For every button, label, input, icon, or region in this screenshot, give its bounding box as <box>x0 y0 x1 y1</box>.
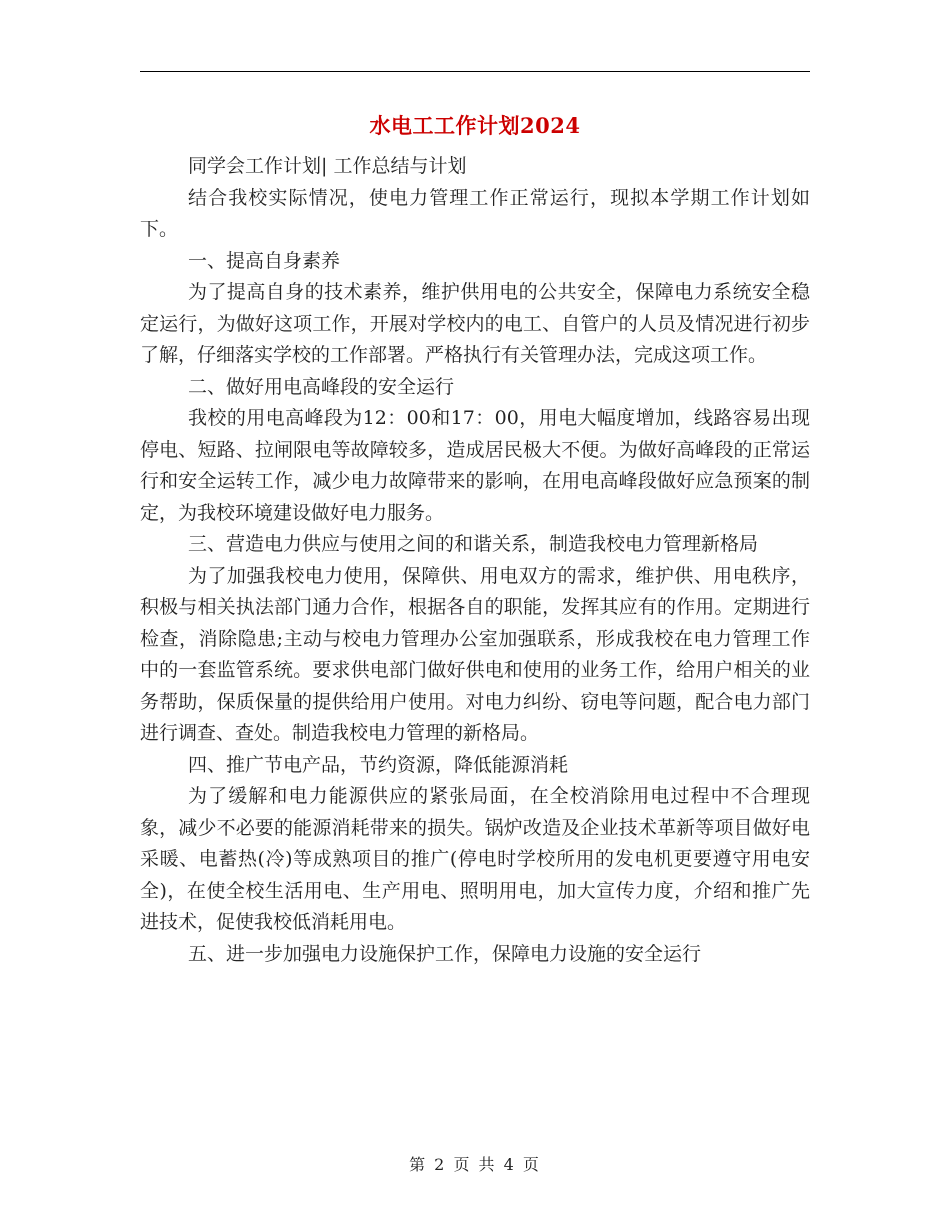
section-heading-4: 四、推广节电产品，节约资源，降低能源消耗 <box>188 753 569 776</box>
section-heading-1: 一、提高自身素养 <box>188 249 341 272</box>
paragraph-section-1: 为了提高自身的技术素养，维护供用电的公共安全，保障电力系统安全稳定运行，为做好这项工作，开展对学校内的电工、自管户的人员及情况进行初步了解，仔细落实学校的工作部署。严格执行有关管理办法，完成这项工作。 <box>140 281 810 366</box>
header-rule <box>140 71 810 72</box>
section-heading-5: 五、进一步加强电力设施保护工作，保障电力设施的安全运行 <box>188 942 702 965</box>
paragraph-section-3: 为了加强我校电力使用，保障供、用电双方的需求，维护供、用电秩序，积极与相关执法部门通力合作，根据各自的职能，发挥其应有的作用。定期进行检查，消除隐患;主动与校电力管理办公室加强联系，形成我校在电力管理工作中的一套监管系统。要求供电部门做好供电和使用的业务工作，给用户相关的业务帮助，保质保量的提供给用户使用。对电力纠纷、窃电等问题，配合电力部门进行调查、查处。制造我校电力管理的新格局。 <box>140 564 810 744</box>
document-body <box>140 151 810 970</box>
section-heading-2: 二、做好用电高峰段的安全运行 <box>188 375 455 398</box>
paragraph-intro: 结合我校实际情况，使电力管理工作正常运行，现拟本学期工作计划如下。 <box>140 186 810 240</box>
section-heading-3: 三、营造电力供应与使用之间的和谐关系，制造我校电力管理新格局 <box>188 533 759 555</box>
paragraph-section-4: 为了缓解和电力能源供应的紧张局面，在全校消除用电过程中不合理现象，减少不必要的能源消耗带来的损失。锅炉改造及企业技术革新等项目做好电采暖、电蓄热(冷)等成熟项目的推广(停电时学校所用的发电机更要遵守用电安全)，在使全校生活用电、生产用电、照明用电，加大宣传力度，介绍和推广先进技术，促使我校低消耗用电。 <box>140 785 810 933</box>
page-footer: 第 2 页 共 4 页 <box>409 1155 541 1174</box>
paragraph-section-2: 我校的用电高峰段为12：00和17：00，用电大幅度增加，线路容易出现停电、短路、拉闸限电等故障较多，造成居民极大不便。为做好高峰段的正常运行和安全运转工作，减少电力故障带来的影响，在用电高峰段做好应急预案的制定，为我校环境建设做好电力服务。 <box>140 407 810 524</box>
document-title: 水电工工作计划2024 <box>369 113 581 138</box>
paragraph-subtitle: 同学会工作计划| 工作总结与计划 <box>188 155 467 177</box>
